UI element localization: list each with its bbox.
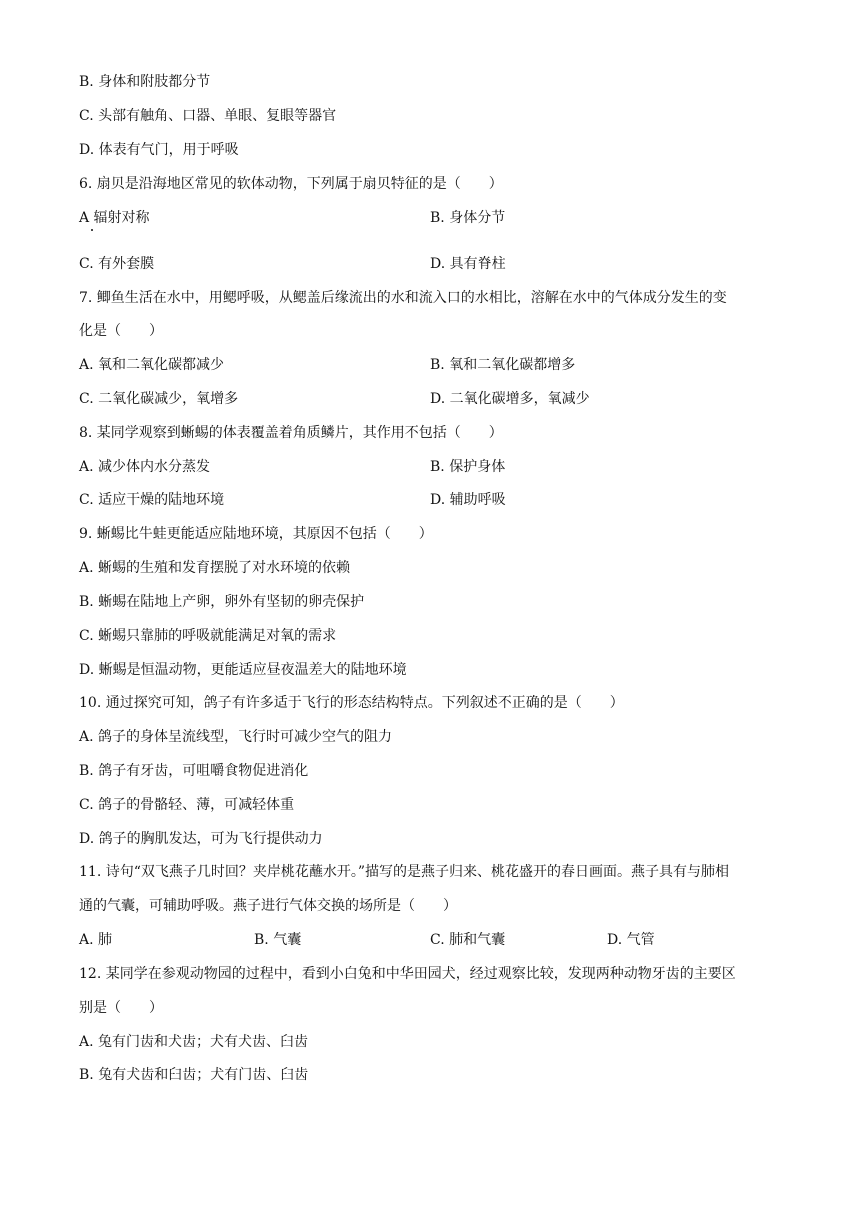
q9-stem: 9. 蜥蜴比牛蛙更能适应陆地环境，其原因不包括（ ） xyxy=(79,526,433,542)
q6-option-b: B. 身体分节 xyxy=(430,210,506,226)
q6-option-d: D. 具有脊柱 xyxy=(430,256,506,272)
q9-option-c: C. 蜥蜴只靠肺的呼吸就能满足对氧的需求 xyxy=(79,628,337,644)
q11-stem-line1: 11. 诗句“双飞燕子几时回？夹岸桃花蘸水开。”描写的是燕子归来、桃花盛开的春日画面。燕子具有与肺相 xyxy=(79,864,730,880)
q12-stem-line1: 12. 某同学在参观动物园的过程中，看到小白兔和中华田园犬，经过观察比较，发现两种动物牙齿的主要区 xyxy=(79,966,736,982)
q11-option-d: D. 气管 xyxy=(607,932,655,948)
q7-option-c: C. 二氧化碳减少，氧增多 xyxy=(79,391,239,407)
q7-stem-line2: 化是（ ） xyxy=(79,323,163,339)
q6-option-c: C. 有外套膜 xyxy=(79,256,155,272)
q9-option-b: B. 蜥蜴在陆地上产卵，卵外有坚韧的卵壳保护 xyxy=(79,594,365,610)
q7-stem-line1: 7. 鲫鱼生活在水中，用鳃呼吸，从鳃盖后缘流出的水和流入口的水相比，溶解在水中的气体成分发生的变 xyxy=(79,290,727,306)
stray-dot-mark xyxy=(91,229,93,231)
q5-option-d: D. 体表有气门，用于呼吸 xyxy=(79,142,239,158)
q5-option-b: B. 身体和附肢都分节 xyxy=(79,74,211,90)
q11-stem-line2: 通的气囊，可辅助呼吸。燕子进行气体交换的场所是（ ） xyxy=(79,898,457,914)
q7-option-d: D. 二氧化碳增多，氧减少 xyxy=(430,391,590,407)
q5-option-c: C. 头部有触角、口器、单眼、复眼等器官 xyxy=(79,108,337,124)
q9-option-d: D. 蜥蜴是恒温动物，更能适应昼夜温差大的陆地环境 xyxy=(79,662,407,678)
q10-option-c: C. 鸽子的骨骼轻、薄，可减轻体重 xyxy=(79,797,295,813)
q8-option-a: A. 减少体内水分蒸发 xyxy=(79,459,211,475)
q12-option-b: B. 兔有犬齿和臼齿；犬有门齿、臼齿 xyxy=(79,1067,309,1083)
q10-option-b: B. 鸽子有牙齿，可咀嚼食物促进消化 xyxy=(79,763,309,779)
q7-option-a: A. 氧和二氧化碳都减少 xyxy=(79,357,225,373)
q6-stem: 6. 扇贝是沿海地区常见的软体动物，下列属于扇贝特征的是（ ） xyxy=(79,176,503,192)
q10-option-d: D. 鸽子的胸肌发达，可为飞行提供动力 xyxy=(79,831,323,847)
q7-option-b: B. 氧和二氧化碳都增多 xyxy=(430,357,576,373)
q8-option-c: C. 适应干燥的陆地环境 xyxy=(79,492,225,508)
q9-option-a: A. 蜥蜴的生殖和发育摆脱了对水环境的依赖 xyxy=(79,560,351,576)
q11-option-a: A. 肺 xyxy=(79,932,113,948)
q12-option-a: A. 兔有门齿和犬齿；犬有犬齿、臼齿 xyxy=(79,1034,309,1050)
q10-stem: 10. 通过探究可知，鸽子有许多适于飞行的形态结构特点。下列叙述不正确的是（ ） xyxy=(79,695,624,711)
q6-option-a: A 辐射对称 xyxy=(79,210,150,226)
q11-option-b: B. 气囊 xyxy=(254,932,302,948)
q8-option-b: B. 保护身体 xyxy=(430,459,506,475)
q8-option-d: D. 辅助呼吸 xyxy=(430,492,506,508)
q8-stem: 8. 某同学观察到蜥蜴的体表覆盖着角质鳞片，其作用不包括（ ） xyxy=(79,425,503,441)
q10-option-a: A. 鸽子的身体呈流线型，飞行时可减少空气的阻力 xyxy=(79,729,393,745)
q11-option-c: C. 肺和气囊 xyxy=(430,932,506,948)
q12-stem-line2: 别是（ ） xyxy=(79,1000,163,1016)
